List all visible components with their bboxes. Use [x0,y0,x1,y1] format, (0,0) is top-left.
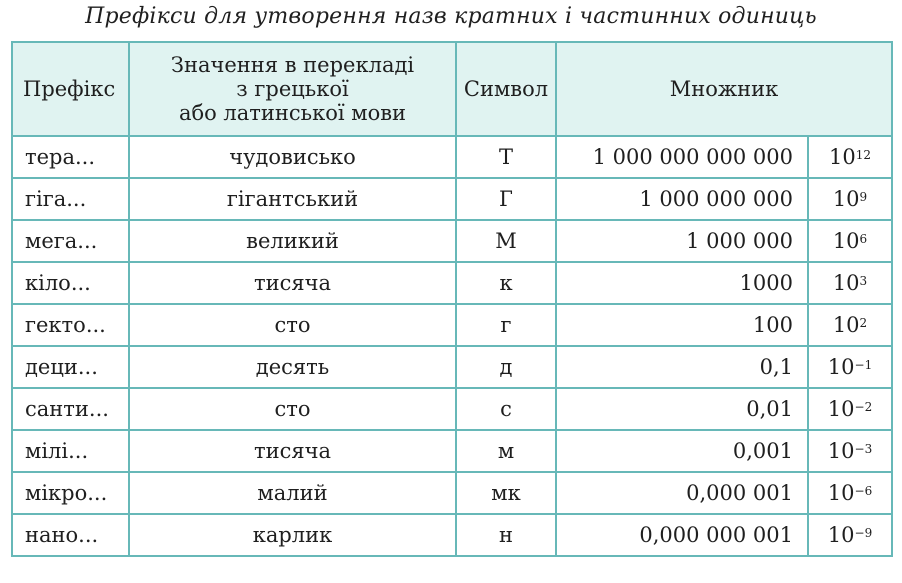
multiplier-cell: 0,1 [556,346,808,388]
table-row [12,178,892,220]
header-symbol: Символ [456,42,556,136]
power-exponent: 2 [859,316,868,330]
prefix-cell: мега... [12,220,129,262]
symbol-cell: н [456,514,556,556]
table-row [12,136,892,178]
power-exponent: 12 [855,148,871,162]
meaning-cell: великий [129,220,456,262]
power-cell [808,388,892,430]
prefix-table [11,41,893,557]
symbol-cell: Т [456,136,556,178]
table-row [12,304,892,346]
meaning-cell: тисяча [129,430,456,472]
header-row [12,42,892,136]
multiplier-cell: 0,000 001 [556,472,808,514]
symbol-cell: д [456,346,556,388]
meaning-cell: сто [129,304,456,346]
prefix-cell: мілі... [12,430,129,472]
power-cell [808,346,892,388]
meaning-cell: малий [129,472,456,514]
prefix-cell: кіло... [12,262,129,304]
power-base: 10 [832,313,860,337]
header-meaning-line2: з грецької [236,77,349,101]
prefix-cell: гекто... [12,304,129,346]
prefix-cell: деци... [12,346,129,388]
meaning-cell: гігантський [129,178,456,220]
prefix-cell: гіга... [12,178,129,220]
multiplier-cell: 1 000 000 [556,220,808,262]
meaning-cell: сто [129,388,456,430]
power-cell [808,178,892,220]
prefix-cell: мікро... [12,472,129,514]
power-cell [808,304,892,346]
power-exponent: −2 [854,400,873,414]
symbol-cell: с [456,388,556,430]
table-row [12,346,892,388]
power-cell [808,472,892,514]
power-base: 10 [832,271,860,295]
table-body [12,136,892,556]
header-prefix: Префікс [12,42,129,136]
table-row [12,514,892,556]
prefix-cell: тера... [12,136,129,178]
power-cell [808,136,892,178]
power-exponent: −9 [854,526,873,540]
meaning-cell: десять [129,346,456,388]
symbol-cell: мк [456,472,556,514]
symbol-cell: м [456,430,556,472]
multiplier-cell: 100 [556,304,808,346]
power-exponent: 3 [859,274,868,288]
multiplier-cell: 0,01 [556,388,808,430]
power-base: 10 [832,229,860,253]
power-base: 10 [827,481,855,505]
multiplier-cell: 1000 [556,262,808,304]
header-meaning-line3: або латинської мови [178,101,407,125]
symbol-cell: г [456,304,556,346]
table-row [12,430,892,472]
prefix-cell: санти... [12,388,129,430]
multiplier-cell: 1 000 000 000 [556,178,808,220]
meaning-cell: тисяча [129,262,456,304]
table-row [12,472,892,514]
page-title: Префікси для утворення назв кратних і частинних одиниць [85,4,817,29]
power-base: 10 [832,187,860,211]
multiplier-cell: 1 000 000 000 000 [556,136,808,178]
table-row [12,220,892,262]
table-header [12,42,892,136]
table-row [12,262,892,304]
header-meaning [129,42,456,136]
prefix-cell: нано... [12,514,129,556]
power-base: 10 [827,523,855,547]
multiplier-cell: 0,001 [556,430,808,472]
power-base: 10 [827,397,855,421]
power-cell [808,262,892,304]
power-base: 10 [827,355,855,379]
meaning-cell: карлик [129,514,456,556]
multiplier-cell: 0,000 000 001 [556,514,808,556]
power-exponent: 6 [859,232,868,246]
power-cell [808,430,892,472]
header-multiplier: Множник [556,42,892,136]
power-cell [808,220,892,262]
power-exponent: −6 [854,484,873,498]
power-exponent: −3 [854,442,873,456]
table-row [12,388,892,430]
symbol-cell: Г [456,178,556,220]
power-base: 10 [828,145,856,169]
header-meaning-line1: Значення в перекладі [170,53,415,77]
power-base: 10 [827,439,855,463]
power-cell [808,514,892,556]
power-exponent: −1 [854,358,873,372]
meaning-cell: чудовисько [129,136,456,178]
power-exponent: 9 [859,190,868,204]
symbol-cell: М [456,220,556,262]
symbol-cell: к [456,262,556,304]
